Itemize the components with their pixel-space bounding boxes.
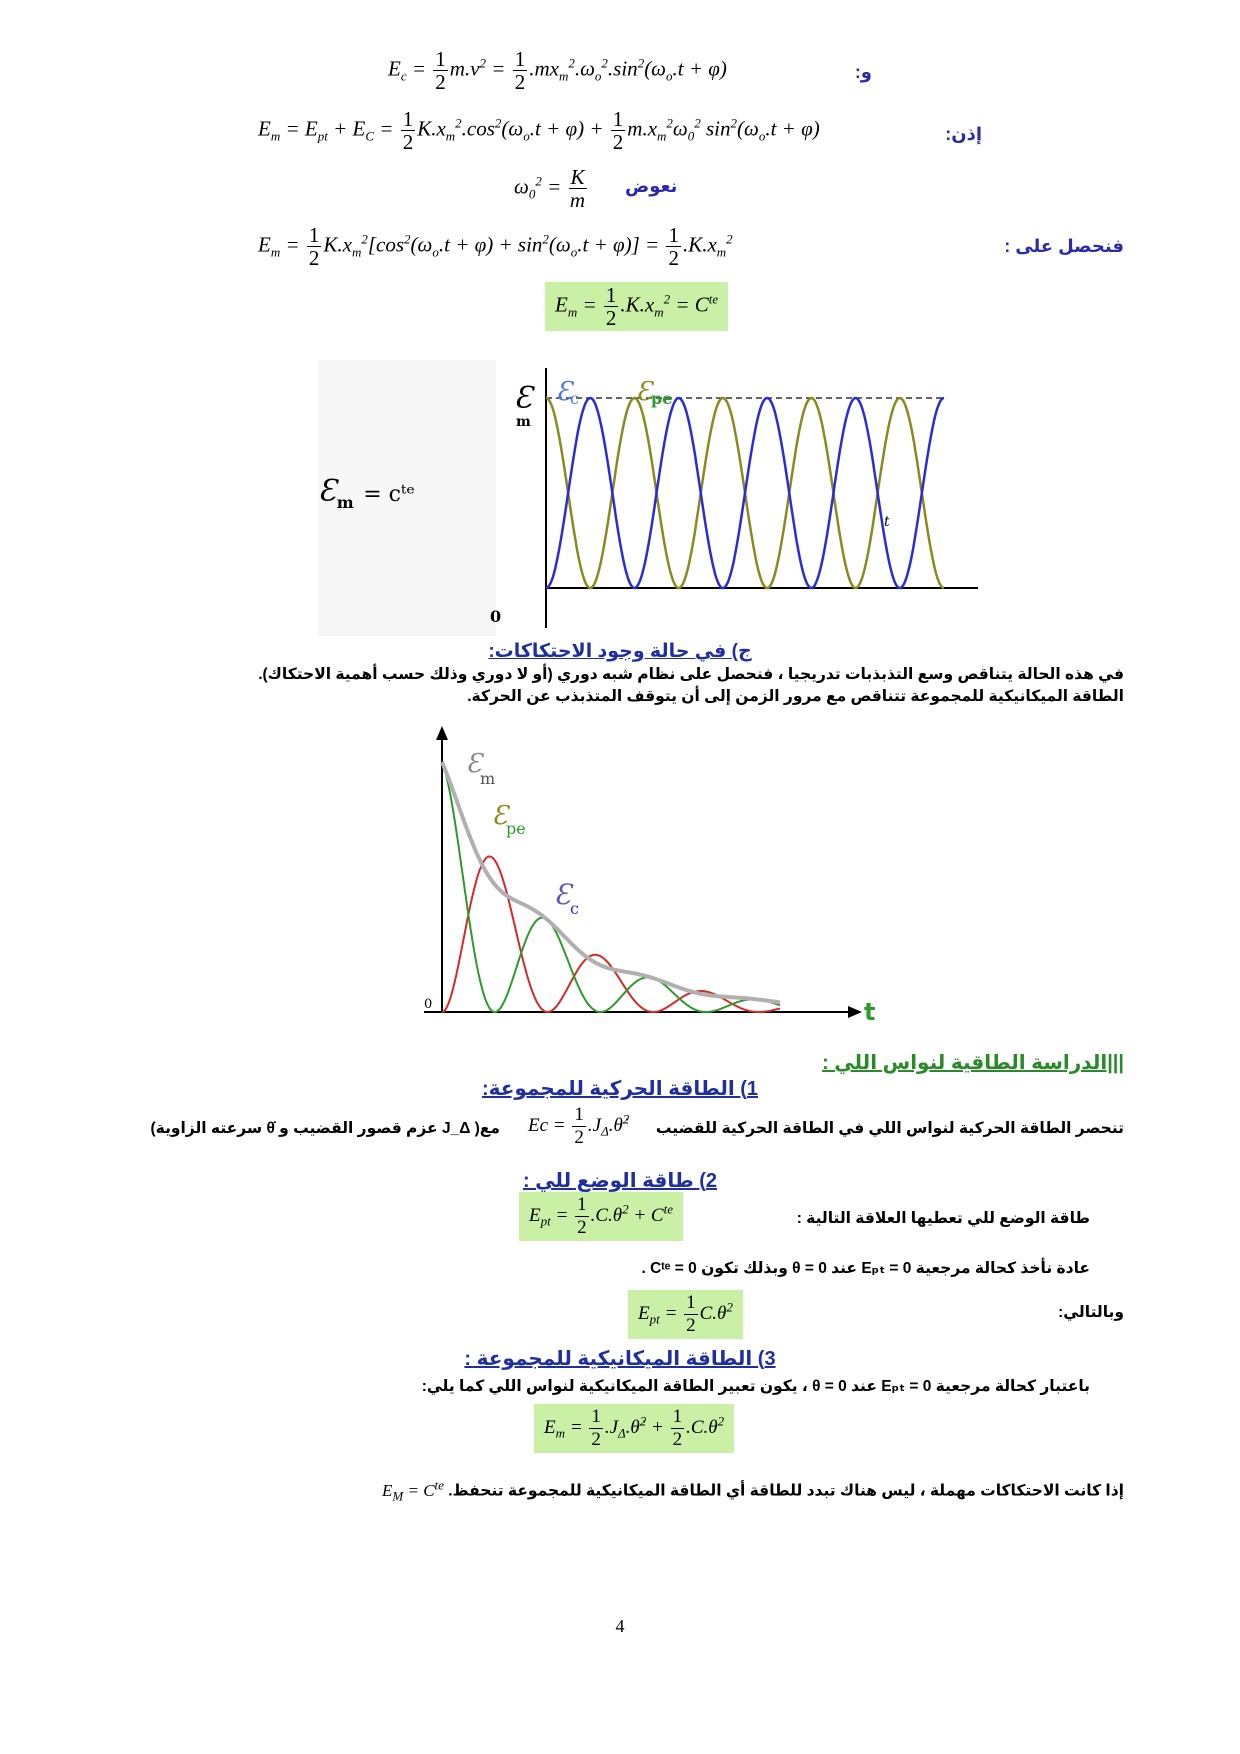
em-const-label: $Ɛ_m$ = cᵗᵉ [318,474,415,512]
page-number: 4 [615,1616,625,1636]
section3-sub3: 3) الطاقة الميكانيكية للمجموعة : [464,1348,776,1370]
ec-label: Ɛ [556,377,573,407]
epe-label-sub: pe [506,819,526,838]
section3-heading: |||الدراسة الطاقية لنواس اللي : [822,1052,1124,1074]
section3-p2-text: طاقة الوضع للي تعطيها العلاقة التالية : [796,1210,1090,1227]
ec-label-sub: c [570,389,579,408]
ec-label: Ɛ [554,878,572,911]
section3-p5-text: باعتبار كحالة مرجعية Eₚₜ = 0 عند θ = 0 ، يكون تعبير الطاقة الميكانيكية لنواس اللي كما يلي: [421,1378,1090,1395]
section3-p4-label: وبالتالي: [1058,1304,1124,1321]
section-c-para1: في هذه الحالة يتناقص وسع التذبذبات تدريجيا ، فنحصل على نظام شبه دوري (أو لا دوري وذلك حسب أهمية الاحتكاك). [258,666,1124,683]
origin-label: 0 [490,607,502,626]
figure-undamped-energy [318,360,980,636]
eq3-label: نعوض [625,176,678,196]
section3-p2-formula: $E_{pt}$ = $\frac{1}{2}$ $.C.\theta^2 + C^{te}$ [519,1192,683,1241]
undamped-energy-plot [318,360,980,636]
section3-p1-formula: Ec = $\frac{1}{2}$ $.J_\Delta.\thetȧ^2$ [528,1104,630,1148]
eq4-formula: $E_m$ = $\frac{1}{2}$ $K.x_m^2[\cos^2(\omega_o.t + \varphi) + \sin^2(\omega_o.t + \varphi)]$ = $\frac{1}{2}$ $.K.x_m^2$ [258,223,733,270]
eq1-formula: $E_c$ = $\frac{1}{2}$ $m.v^2$ = $\frac{1}{2}$ $.mx_m^2.\omega_o^2.\sin^2(\omega_o.t + \varphi)$ [388,47,727,94]
ec-label-sub: c [570,899,579,918]
eq4-label: فنحصل على : [1004,236,1124,256]
em-label-sub: m [480,769,496,788]
eq3-formula: $\omega_0^2$ = $\frac{K}{m}$ [514,165,586,212]
eq2-formula: $E_m = E_{pt} + E_C$ = $\frac{1}{2}$ $K.x_m^2.\cos^2(\omega_o.t + \varphi)$ + $\frac{1}{2}$ $m.x_m^2\omega_0^2$ $\sin^2(\omega_o.t + \varphi)$ [258,107,820,154]
eq5-boxed-formula: $E_m$ = $\frac{1}{2}$ $.K.x_m^2 = C^{te}$ [545,282,728,331]
em-axis-label: Ɛ [514,381,533,416]
section3-p1-tail: مع( J_Δ عزم قصور القضيب و θ̇ سرعته الزاوية) [150,1120,500,1137]
section3-sub1: 1) الطاقة الحركية للمجموعة: [481,1078,759,1100]
epe-label-sub: pe [651,389,673,408]
section3-sub2: 2) طاقة الوضع للي : [522,1170,718,1192]
section-c-para2: الطاقة الميكانيكية للمجموعة تتناقص مع مرور الزمن إلى أن يتوقف المتذبذب عن الحركة. [467,688,1124,705]
section-c-heading: ج) في حالة وجود الاحتكاكات: [488,641,752,662]
damped-energy-plot [400,722,880,1022]
section3-p5-formula: $E_m$ = $\frac{1}{2}$ $.J_\Delta.\thetȧ^2$ + $\frac{1}{2}$ $.C.\theta^2$ [534,1404,734,1453]
section3-p3-text: عادة نأخذ كحالة مرجعية Eₚₜ = 0 عند θ = 0 وبذلك تكون Cᵗᵉ = 0 . [641,1260,1090,1277]
epe-label: Ɛ [492,801,509,831]
epe-label: Ɛ [636,377,653,407]
section3-p1-text: تنحصر الطاقة الحركية لنواس اللي في الطاقة الحركية للقضيب [655,1120,1124,1137]
origin-label: 0 [424,997,433,1012]
x-axis-label: t [864,998,876,1022]
em-label: Ɛ [466,749,483,779]
section3-p6-text: إذا كانت الاحتكاكات مهملة ، ليس هناك تبدد للطاقة أي الطاقة الميكانيكية للمجموعة تنحفظ. $E_M = C^{te}$ [381,1477,1124,1504]
em-axis-sub: m [516,414,531,430]
x-axis-label: t [884,514,890,530]
eq2-label: إذن: [945,124,982,144]
section3-p4-formula: $E_{pt}$ = $\frac{1}{2}$ $C.\theta^2$ [628,1290,743,1339]
eq1-label: و: [854,62,872,82]
epe-damped-curve [442,762,780,1012]
